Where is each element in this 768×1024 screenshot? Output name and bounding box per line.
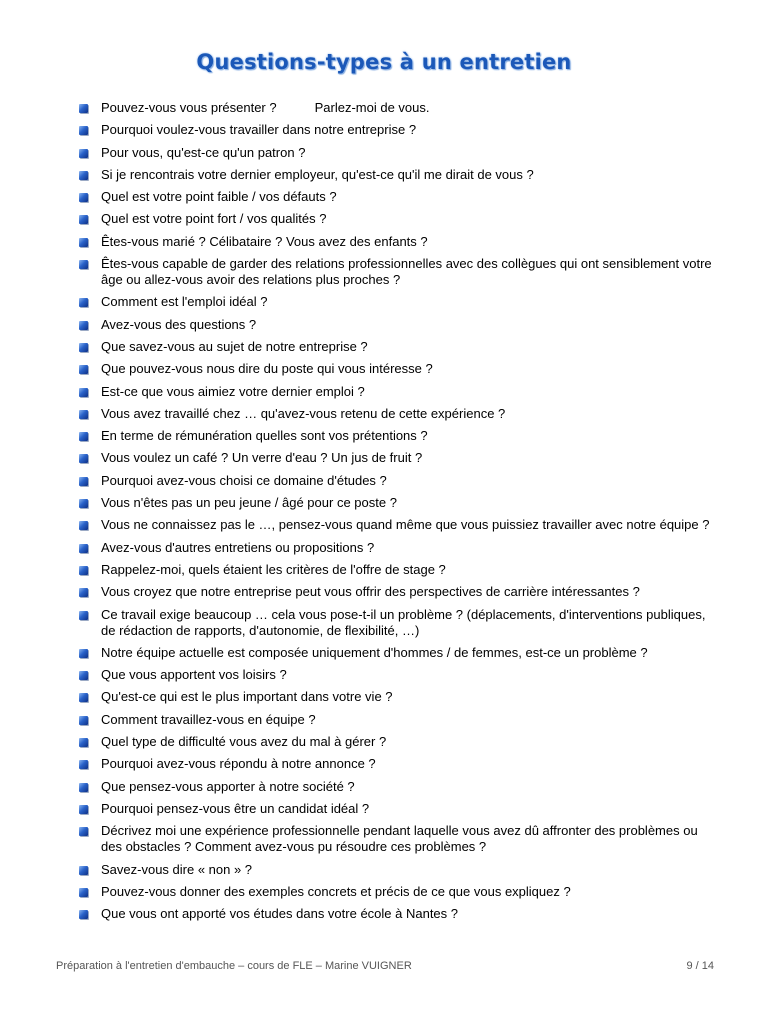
question-text: Décrivez moi une expérience professionnelle pendant laquelle vous avez dû affronter des problèmes ou des obstacles ? Comment avez-vous pu résoudre ces problèmes ? xyxy=(101,823,698,855)
bullet-icon xyxy=(79,410,88,419)
bullet-icon xyxy=(79,454,88,463)
list-item xyxy=(78,667,718,683)
bullet-icon xyxy=(79,693,88,702)
question-text: Est-ce que vous aimiez votre dernier emploi ? xyxy=(101,383,365,399)
list-item xyxy=(78,450,718,466)
page-title: Questions-types à un entretien xyxy=(196,50,572,74)
list-item xyxy=(78,294,718,310)
bullet-icon xyxy=(79,321,88,330)
bullet-icon xyxy=(79,805,88,814)
list-item xyxy=(78,100,718,116)
question-text: Pourquoi avez-vous choisi ce domaine d'études ? xyxy=(101,472,387,488)
question-text: Ce travail exige beaucoup … cela vous pose-t-il un problème ? (déplacements, d'interventions publiques, de rédaction de rapports, d'autonomie, de flexibilité, …) xyxy=(101,606,706,638)
list-item xyxy=(78,906,718,922)
page-footer xyxy=(56,960,714,972)
bullet-icon xyxy=(79,827,88,836)
question-text: Pouvez-vous donner des exemples concrets et précis de ce que vous expliquez ? xyxy=(101,883,571,899)
list-item xyxy=(78,361,718,377)
list-item xyxy=(78,517,718,533)
list-item xyxy=(78,384,718,400)
bullet-icon xyxy=(79,388,88,397)
bullet-icon xyxy=(79,171,88,180)
list-item xyxy=(78,689,718,705)
list-item xyxy=(78,211,718,227)
question-text: Savez-vous dire « non » ? xyxy=(101,861,253,877)
question-text: Pouvez-vous vous présenter ? xyxy=(101,100,277,115)
bullet-icon xyxy=(79,760,88,769)
bullet-icon xyxy=(79,611,88,620)
bullet-icon xyxy=(79,716,88,725)
bullet-icon xyxy=(79,866,88,875)
bullet-icon xyxy=(79,238,88,247)
bullet-icon xyxy=(79,888,88,897)
question-list xyxy=(78,100,718,928)
question-text: Pourquoi avez-vous répondu à notre annonce ? xyxy=(101,756,376,772)
question-text: Que savez-vous au sujet de notre entreprise ? xyxy=(101,338,368,354)
bullet-icon xyxy=(79,104,88,113)
list-item xyxy=(78,607,718,639)
question-text: Qu'est-ce qui est le plus important dans votre vie ? xyxy=(101,689,393,705)
list-item xyxy=(78,884,718,900)
bullet-icon xyxy=(79,588,88,597)
question-text: Pour vous, qu'est-ce qu'un patron ? xyxy=(101,144,306,160)
question-text: Quel est votre point fort / vos qualités ? xyxy=(101,211,327,227)
question-text: Pourquoi voulez-vous travailler dans notre entreprise ? xyxy=(101,122,417,138)
bullet-icon xyxy=(79,365,88,374)
list-item xyxy=(78,862,718,878)
bullet-icon xyxy=(79,671,88,680)
question-text: Vous ne connaissez pas le …, pensez-vous quand même que vous puissiez travailler avec notre équipe ? xyxy=(101,517,710,533)
list-item xyxy=(78,562,718,578)
question-text: Parlez-moi de vous. xyxy=(314,100,430,115)
list-item xyxy=(78,339,718,355)
bullet-icon xyxy=(79,126,88,135)
bullet-icon xyxy=(79,566,88,575)
list-item xyxy=(78,734,718,750)
list-item xyxy=(78,145,718,161)
question-text: Avez-vous des questions ? xyxy=(101,316,257,332)
question-text: Quel type de difficulté vous avez du mal à gérer ? xyxy=(101,734,387,750)
list-item xyxy=(78,317,718,333)
question-text: Notre équipe actuelle est composée uniquement d'hommes / de femmes, est-ce un problème ? xyxy=(101,644,648,660)
list-item xyxy=(78,122,718,138)
question-text: Quel est votre point faible / vos défauts ? xyxy=(101,189,337,205)
list-item xyxy=(78,645,718,661)
list-item xyxy=(78,712,718,728)
list-item xyxy=(78,540,718,556)
bullet-icon xyxy=(79,260,88,269)
question-text: Vous avez travaillé chez … qu'avez-vous retenu de cette expérience ? xyxy=(101,405,506,421)
question-text: Vous croyez que notre entreprise peut vous offrir des perspectives de carrière intéressantes ? xyxy=(101,584,640,600)
list-item xyxy=(78,756,718,772)
question-text: Comment est l'emploi idéal ? xyxy=(101,294,268,310)
question-text: Êtes-vous marié ? Célibataire ? Vous avez des enfants ? xyxy=(101,233,428,249)
list-item xyxy=(78,779,718,795)
question-text: Comment travaillez-vous en équipe ? xyxy=(101,711,316,727)
list-item xyxy=(78,801,718,817)
list-item xyxy=(78,823,718,855)
question-text: Vous voulez un café ? Un verre d'eau ? Un jus de fruit ? xyxy=(101,450,423,466)
question-text: Rappelez-moi, quels étaient les critères de l'offre de stage ? xyxy=(101,561,446,577)
bullet-icon xyxy=(79,910,88,919)
bullet-icon xyxy=(79,149,88,158)
list-item xyxy=(78,406,718,422)
question-text: Que pensez-vous apporter à notre société ? xyxy=(101,778,355,794)
bullet-icon xyxy=(79,298,88,307)
page-number: 9 / 14 xyxy=(686,960,714,972)
footer-text: Préparation à l'entretien d'embauche – cours de FLE – Marine VUIGNER xyxy=(56,960,412,972)
question-text: Avez-vous d'autres entretiens ou propositions ? xyxy=(101,539,375,555)
list-item xyxy=(78,189,718,205)
question-text: Si je rencontrais votre dernier employeur, qu'est-ce qu'il me dirait de vous ? xyxy=(101,166,534,182)
bullet-icon xyxy=(79,343,88,352)
question-text: Vous n'êtes pas un peu jeune / âgé pour ce poste ? xyxy=(101,495,397,511)
list-item xyxy=(78,473,718,489)
list-item xyxy=(78,256,718,288)
list-item xyxy=(78,167,718,183)
bullet-icon xyxy=(79,738,88,747)
question-text: Que vous ont apporté vos études dans votre école à Nantes ? xyxy=(101,906,459,922)
question-text: Pourquoi pensez-vous être un candidat idéal ? xyxy=(101,800,370,816)
question-text: En terme de rémunération quelles sont vos prétentions ? xyxy=(101,428,428,444)
bullet-icon xyxy=(79,649,88,658)
list-item xyxy=(78,234,718,250)
question-text: Que vous apportent vos loisirs ? xyxy=(101,667,287,683)
bullet-icon xyxy=(79,215,88,224)
bullet-icon xyxy=(79,432,88,441)
list-item xyxy=(78,495,718,511)
question-text: Que pouvez-vous nous dire du poste qui vous intéresse ? xyxy=(101,361,433,377)
question-text: Êtes-vous capable de garder des relations professionnelles avec des collègues qui ont sensiblement votre âge ou allez-vous avoir des relations plus proches ? xyxy=(101,256,712,288)
list-item xyxy=(78,584,718,600)
bullet-icon xyxy=(79,783,88,792)
bullet-icon xyxy=(79,193,88,202)
bullet-icon xyxy=(79,544,88,553)
bullet-icon xyxy=(79,477,88,486)
bullet-icon xyxy=(79,499,88,508)
list-item xyxy=(78,428,718,444)
bullet-icon xyxy=(79,521,88,530)
